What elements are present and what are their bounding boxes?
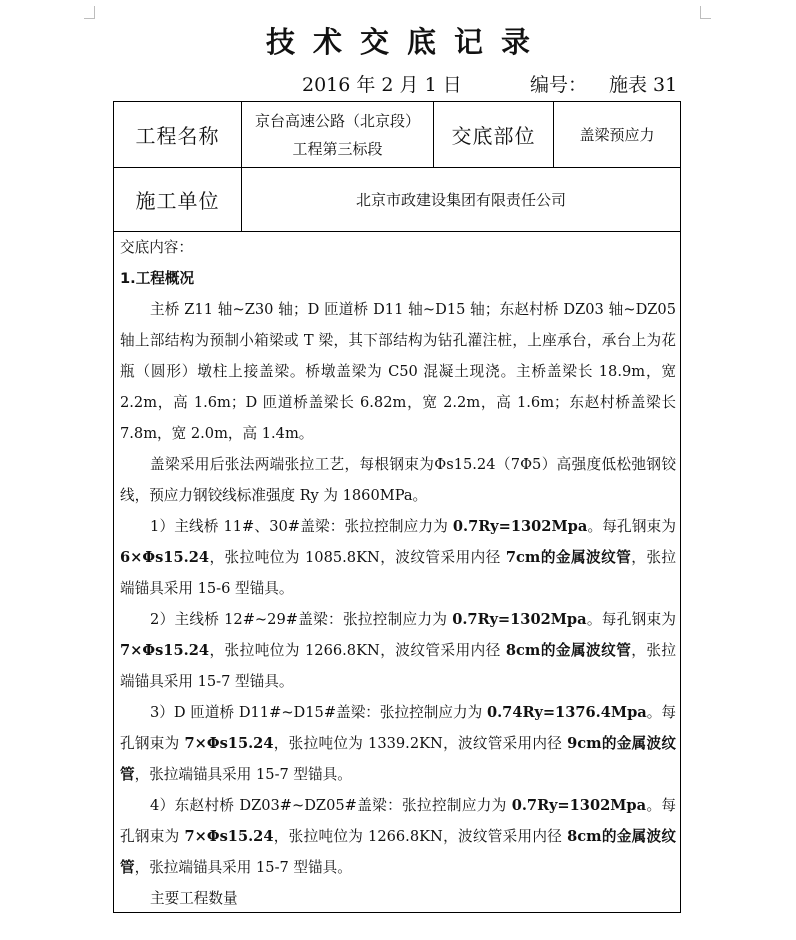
project-name-line2: 工程第三标段 bbox=[292, 139, 383, 158]
item-2: 2）主线桥 12#~29#盖梁：张拉控制应力为 0.7Ry=1302Mpa。每孔钢束为 7×Φs15.24，张拉吨位为 1266.8KN，波纹管采用内径 8cm的金属波纹管，张拉端锚具采用 15-7 型锚具。 bbox=[120, 611, 676, 690]
item-4: 4）东赵村桥 DZ03#~DZ05#盖梁：张拉控制应力为 0.7Ry=1302Mpa。每孔钢束为 7×Φs15.24，张拉吨位为 1266.8KN，波纹管采用内径 8cm的金属波纹管，张拉端锚具采用 15-7 型锚具。 bbox=[120, 797, 677, 876]
item-3: 3）D 匝道桥 D11#~D15#盖梁：张拉控制应力为 0.74Ry=1376.4Mpa。每孔钢束为 7×Φs15.24，张拉吨位为 1339.2KN，波纹管采用内径 9cm的金属波纹管，张拉端锚具采用 15-7 型锚具。 bbox=[120, 704, 677, 783]
overview-paragraph: 主桥 Z11 轴~Z30 轴；D 匝道桥 D11 轴~D15 轴；东赵村桥 DZ03 轴~DZ05 轴上部结构为预制小箱梁或 T 梁，其下部结构为钻孔灌注桩，上座承台，承台上为花瓶（圆形）墩柱上接盖梁。桥墩盖梁为 C50 混凝土现浇。主桥盖梁长 18.9m，宽 2.2m，高 1.6m；D 匝道桥盖梁长 6.82m，宽 2.2m，高 1.6m；东赵村桥盖梁长 7.8m，宽 2.0m，高 1.4m。 bbox=[120, 301, 676, 442]
location-label: 交底部位 bbox=[434, 102, 554, 167]
page-margin-mark-right bbox=[700, 6, 711, 19]
project-name-line1: 京台高速公路（北京段） bbox=[254, 111, 420, 130]
form-number bbox=[530, 70, 677, 97]
contractor-label: 施工单位 bbox=[114, 168, 242, 231]
location-value: 盖梁预应力 bbox=[579, 125, 655, 144]
quantities-heading: 主要工程数量 bbox=[150, 890, 238, 907]
record-date: 2016 年 2 月 1 日 bbox=[302, 74, 462, 96]
form-number-label: 编号： bbox=[530, 74, 588, 96]
project-name-value bbox=[242, 102, 434, 167]
content-intro: 交底内容： bbox=[120, 239, 193, 256]
item-1: 1）主线桥 11#、30#盖梁：张拉控制应力为 0.7Ry=1302Mpa。每孔钢束为 6×Φs15.24，张拉吨位为 1085.8KN，波纹管采用内径 7cm的金属波纹管，张拉端锚具采用 15-6 型锚具。 bbox=[120, 518, 676, 597]
prestress-paragraph: 盖梁采用后张法两端张拉工艺，每根钢束为Φs15.24（7Φ5）高强度低松弛钢铰线，预应力钢铰线标准强度 Ry 为 1860MPa。 bbox=[120, 456, 676, 504]
section-title: 1.工程概况 bbox=[120, 270, 195, 287]
document-title: 技术交底记录 bbox=[265, 25, 548, 59]
form-number-value: 施表 31 bbox=[609, 74, 678, 96]
disclosure-content bbox=[120, 232, 676, 914]
record-table bbox=[113, 101, 681, 913]
header-row-contractor bbox=[114, 168, 680, 232]
page-margin-mark-left bbox=[84, 6, 95, 19]
header-row-project bbox=[114, 102, 680, 168]
contractor-value: 北京市政建设集团有限责任公司 bbox=[355, 190, 566, 209]
project-name-label: 工程名称 bbox=[114, 102, 242, 167]
